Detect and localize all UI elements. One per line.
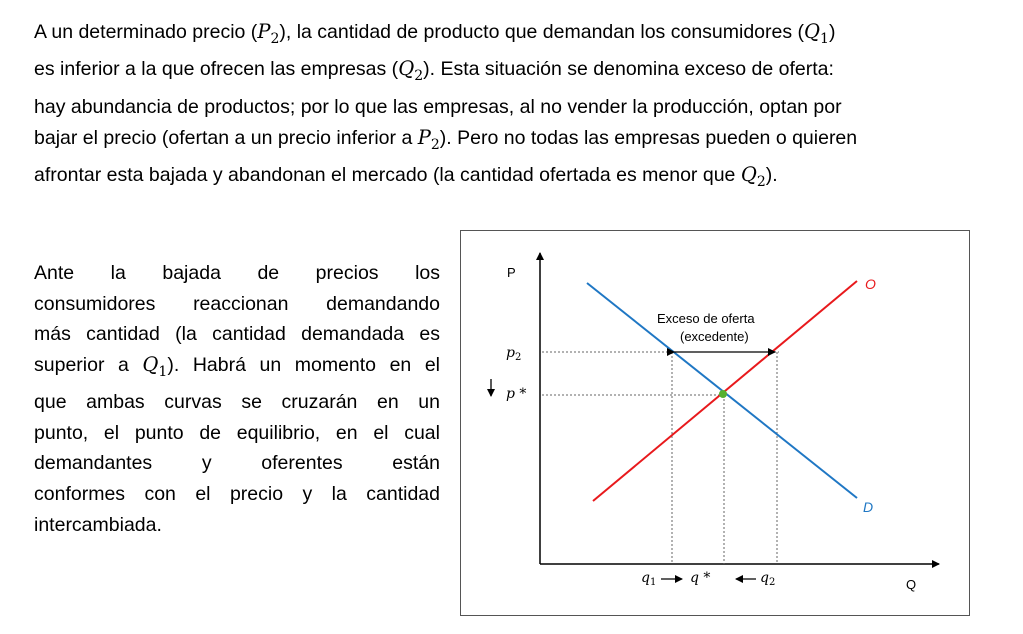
y-axis-label: P — [507, 265, 516, 280]
text-segment: afrontar esta bajada y abandonan el mercado (la cantidad ofertada es menor que — [34, 164, 741, 187]
intro-line-4 — [34, 123, 984, 160]
p2-label: $p_2$ — [506, 345, 522, 363]
math-q1: $Q_1$ — [804, 20, 829, 47]
diagram-svg — [461, 231, 968, 614]
excess-label-line1: Exceso de oferta — [657, 311, 755, 326]
excess-label-line2: (excedente) — [680, 329, 749, 344]
math-q2: $Q_2$ — [740, 163, 766, 190]
intro-line-1 — [34, 17, 984, 54]
equilibrium-point — [719, 390, 727, 398]
supply-demand-diagram — [460, 230, 970, 616]
text-segment: ). Esta situación se denomina exceso de oferta: — [423, 58, 834, 81]
text-segment: superior a — [34, 353, 143, 376]
pstar-label: p * — [506, 386, 527, 402]
text-segment: es inferior a la que ofrecen las empresas ( — [34, 58, 399, 81]
x-axis-label: Q — [906, 577, 917, 592]
text-segment: ) — [828, 21, 836, 43]
math-p2: $P_2$ — [257, 20, 280, 47]
intro-line-5 — [34, 160, 984, 197]
eq-line-9: intercambiada. — [34, 513, 162, 536]
eq-line-6: punto, el punto de equilibrio, en el cual — [34, 421, 440, 444]
text-segment: ), la cantidad de producto que demandan los consumidores ( — [279, 21, 805, 43]
intro-paragraph — [34, 17, 984, 198]
eq-line-7: demandantes y oferentes están — [34, 452, 440, 475]
math-q2: $Q_2$ — [398, 57, 424, 85]
math-p2: $P_2$ — [417, 125, 440, 153]
eq-line-8: conformes con el precio y la cantidad — [34, 483, 440, 506]
math-q1: $Q_1$ — [142, 352, 168, 380]
qstar-label: q * — [690, 570, 711, 586]
eq-line-4 — [34, 350, 440, 387]
text-segment: bajar el precio (ofertan a un precio inferior a — [34, 126, 418, 149]
demand-label: D — [863, 499, 874, 515]
equilibrium-paragraph — [34, 258, 440, 540]
supply-label: O — [865, 276, 876, 292]
eq-line-1: Ante la bajada de precios los — [34, 262, 440, 284]
text-segment: ). — [765, 164, 778, 187]
text-segment: ). Habrá un momento en el — [167, 353, 441, 376]
intro-line-2 — [34, 54, 984, 91]
text-segment: A un determinado precio ( — [34, 21, 258, 43]
q1-label: $q_1$ — [641, 570, 657, 588]
q2-label: $q_2$ — [760, 570, 776, 588]
eq-line-2: consumidores reaccionan demandando — [34, 292, 440, 315]
eq-line-5: que ambas curvas se cruzarán en un — [34, 391, 440, 414]
intro-line-3: hay abundancia de productos; por lo que las empresas, al no vender la producción, optan por — [34, 95, 842, 118]
eq-line-3: más cantidad (la cantidad demandada es — [34, 323, 440, 346]
text-segment: ). Pero no todas las empresas pueden o quieren — [439, 126, 858, 149]
